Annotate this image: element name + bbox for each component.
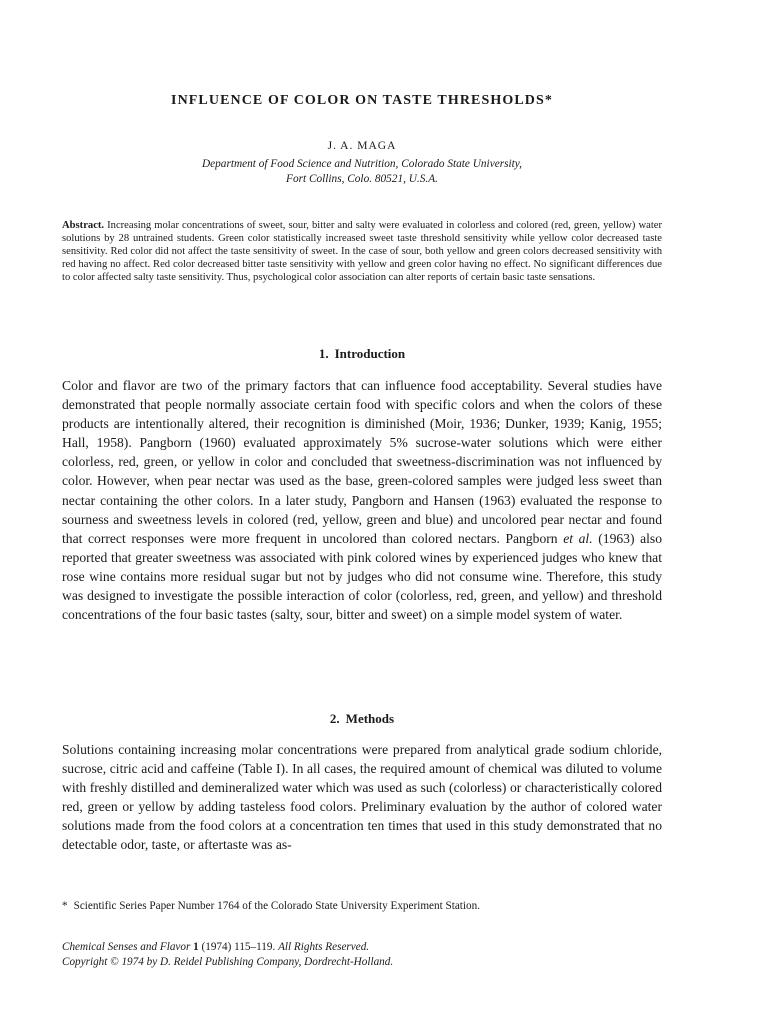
- section-title: Introduction: [334, 346, 406, 361]
- section-number: 2.: [329, 711, 340, 726]
- section-number: 1.: [318, 346, 329, 361]
- section-heading-methods: [62, 711, 662, 727]
- paper-page: [62, 0, 662, 1024]
- intro-text-part-2: (1963) also reported that greater sweetness was associated with pink colored wines by experienced judges who knew that rose wine contains more residual sugar but not by judges who did not consume wine. Therefore, this study was designed to investigate the possible interaction of color (colorless, red, green, and yellow) and threshold concentrations of the four basic tastes (salty, sour, bitter and sweet) on a simple model system of water.: [62, 530, 663, 623]
- abstract-label: Abstract.: [62, 220, 105, 231]
- footnote-mark: *: [62, 900, 68, 912]
- affiliation-line-2: Fort Collins, Colo. 80521, U.S.A.: [286, 173, 438, 185]
- intro-text-italic: et al.: [563, 530, 593, 546]
- journal-year-pages: (1974) 115–119.: [198, 941, 279, 953]
- paper-title: INFLUENCE OF COLOR ON TASTE THRESHOLDS*: [171, 93, 553, 108]
- methods-paragraph: Solutions containing increasing molar concentrations were prepared from analytical grade sodium chloride, sucrose, citric acid and caffeine (Table I). In all cases, the required amount of chemical was diluted to volume with freshly distilled and demineralized water which was used as such (colorless) or characteristically colored red, green or yellow by adding tasteless food colors. Preliminary evaluation by the author of colored water solutions made from the food colors at a concentration ten times that used in this study demonstrated that no detectable odor, taste, or aftertaste was as-: [62, 742, 662, 853]
- intro-text-part-1: Color and flavor are two of the primary factors that can influence food acceptability. Several studies have demonstrated that people normally associate certain food with specific colors and when the colors of these products are intentionally altered, their recognition is diminished (Moir, 1936; Dunker, 1939; Kanig, 1955; Hall, 1958). Pangborn (1960) evaluated approximately 5% sucrose-water solutions which were either colorless, red, green, or yellow in color and concluded that sweetness-discrimination was not influenced by color. However, when pear nectar was used as the base, green-colored samples were judged less sweet than nectar containing the other colors. In a later study, Pangborn and Hansen (1963) evaluated the response to sourness and sweetness levels in colored (red, yellow, green and blue) and uncolored pear nectar and found that correct responses were more frequent in uncolored than colored nectars. Pangborn: [62, 378, 662, 546]
- author-name: J. A. MAGA: [327, 140, 397, 152]
- footnote: [62, 899, 662, 913]
- journal-volume: 1: [193, 941, 199, 953]
- journal-name: Chemical Senses and Flavor: [62, 941, 194, 953]
- journal-rights: All Rights Reserved.: [278, 941, 370, 953]
- section-title: Methods: [345, 711, 395, 726]
- footnote-text: Scientific Series Paper Number 1764 of the Colorado State University Experiment Station.: [73, 900, 480, 912]
- author-affiliation: [62, 157, 662, 187]
- journal-line: [62, 940, 662, 955]
- abstract-text: Increasing molar concentrations of sweet, sour, bitter and salty were evaluated in colorless and colored (red, green, yellow) water solutions by 28 untrained students. Green color statistically increased sweet taste threshold sensitivity while yellow color decreased taste sensitivity. Red color did not affect the taste sensitivity of sweet. In the case of sour, both yellow and green colors decreased sensitivity with red having no affect. Red color decreased bitter taste sensitivity with yellow and green color having no effect. No significant differences due to color affected salty taste sensitivity. Thus, psychological color association can alter reports of certain basic taste sensations.: [62, 220, 662, 284]
- copyright-line: Copyright © 1974 by D. Reidel Publishing Company, Dordrecht-Holland.: [62, 956, 394, 968]
- section-heading-introduction: [62, 346, 662, 362]
- affiliation-line-1: Department of Food Science and Nutrition, Colorado State University,: [201, 158, 523, 170]
- introduction-paragraph: [62, 376, 662, 624]
- journal-citation: [62, 940, 662, 970]
- abstract: [62, 219, 662, 284]
